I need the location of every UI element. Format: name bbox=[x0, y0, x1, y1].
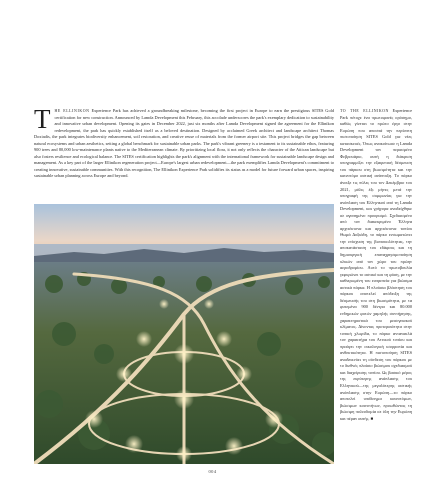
article-greek-lead: ΤΟ THE ELLINIKON bbox=[340, 109, 389, 113]
park-aerial-photo bbox=[34, 204, 334, 464]
drop-cap: T bbox=[34, 104, 51, 134]
article-greek-text bbox=[340, 108, 412, 422]
end-mark: ■ bbox=[370, 415, 374, 421]
article-english-lead: HE ELLINIKON bbox=[54, 109, 90, 113]
article-greek-body: Experience Park πέτυχε ένα πρωτοφανές ορόσημο, καθώς γίνεται το πρώτο έργο στην Ευρώπη που αποσπά την περίοπτη πιστοποίηση SITES Gold για νέες κατασκευές. Όπως ανακοίνωσε η Lamda Development τον περασμένο Φεβρουάριο, αυτή η διάκριση υπογραμμίζει την εξαιρετική δέσμευση του πάρκου στη βιωσιμότητα και την καινοτόμο αστική ανάπτυξη. Το πάρκο άνοιξε τις πύλες του τον Δεκέμβριο του 2021, μόλις έξι μήνες μετά την υπογραφή της συμφωνίας για την ανάπλαση του Ελληνικού από τη Lamda Development, και γρήγορα αναδείχθηκε σε αγαπημένο προορισμό. Σχεδιασμένο από τον διακεκριμένο Έλληνα αρχιτέκτονα και αρχιτέκτονα τοπίου Θωμά Δοξιάδη, το πάρκο ενσωματώνει την ενίσχυση της βιοποικιλότητας, την αποκατάσταση του εδάφους και τη δημιουργική επαναχρησιμοποίηση υλικών από τον χώρο του πρώην αεροδρομίου. Αυτό το πρωτοβουλία γεφυρώνει το αστικό και τη φύση, με την καθιερωμένη του ευπρεπεία για βιώσιμα αστικά πάρκα. Η πλούσια βλάστηση του πάρκου αποτελεί απόδειξη της δέσμευσής του στη βιωσιμότητα, με τα φυτεμένα 900 δέντρα και 80.000 ενδημικών φυτών χαμηλής συντήρησης, χαρακτηριστικά του μεσογειακού κλίματος. Δίνοντας προτεραιότητα στην τοπική χλωρίδα, το πάρκο αντανακλά τον χαρακτήρα του Αττικού τοπίου και προάγει την οικολογική ισορροπία και ανθεκτικότητα. Η πιστοποίηση SITES αναδεικνύει τη σύνδεση του πάρκου με το διεθνές πλαίσιο βιώσιμου σχεδιασμού και διαχείρισης τοπίου. Ως βασικό μέρος της ευρύτερης ανάπλασης του Ελληνικού—της μεγαλύτερης αστικής ανάπλασης στην Ευρώπη—το πάρκο αποτελεί υπόδειγμα καινοτόμων, βιώσιμων κοινοτήτων, προωθώντας τη βιώσιμη πολεοδομία σε όλη την Ευρώπη και πέραν αυτής. bbox=[340, 108, 412, 421]
article-english-body: Experience Park has achieved a groundbreaking milestone, becoming the first project in Europe to earn the prestigious SITES Gold certification for new construction. Announced by Lamda Development this February, this accolade underscores the park's exemplary dedication to sustainability and innovative urban development. Opening its gates in December 2022, just six months after Lamda Development signed the agreement for the Ellinikon redevelopment, the park has quickly established itself as a beloved destination. Designed by acclaimed Greek architect and landscape architect Thomas Doxiadis, the park integrates biodiversity enhancement, soil restoration, and creative reuse of materials from the former airport site. This project bridges the gap between natural ecosystems and urban aesthetics, setting a global benchmark for sustainable urban parks. The park's vibrant greenery is a testament to its sustainable ethos, featuring 900 trees and 80,000 low-maintenance plants native to the Mediterranean climate. By prioritizing local flora, it not only reflects the character of the Attican landscape but also fosters resilience and ecological balance. The SITES certification highlights the park's alignment with the international framework for sustainable landscape design and management. As a key part of the larger Ellinikon regeneration project—Europe's largest urban redevelopment—the park exemplifies Lamda Development's commitment to creating innovative, sustainable communities. With this recognition, The Ellinikon Experience Park solidifies its status as a model for future forward urban spaces, inspiring sustainable urban planning across Europe and beyond. bbox=[34, 108, 334, 179]
article-english-text bbox=[34, 104, 334, 180]
page-number: 004 bbox=[208, 469, 217, 474]
